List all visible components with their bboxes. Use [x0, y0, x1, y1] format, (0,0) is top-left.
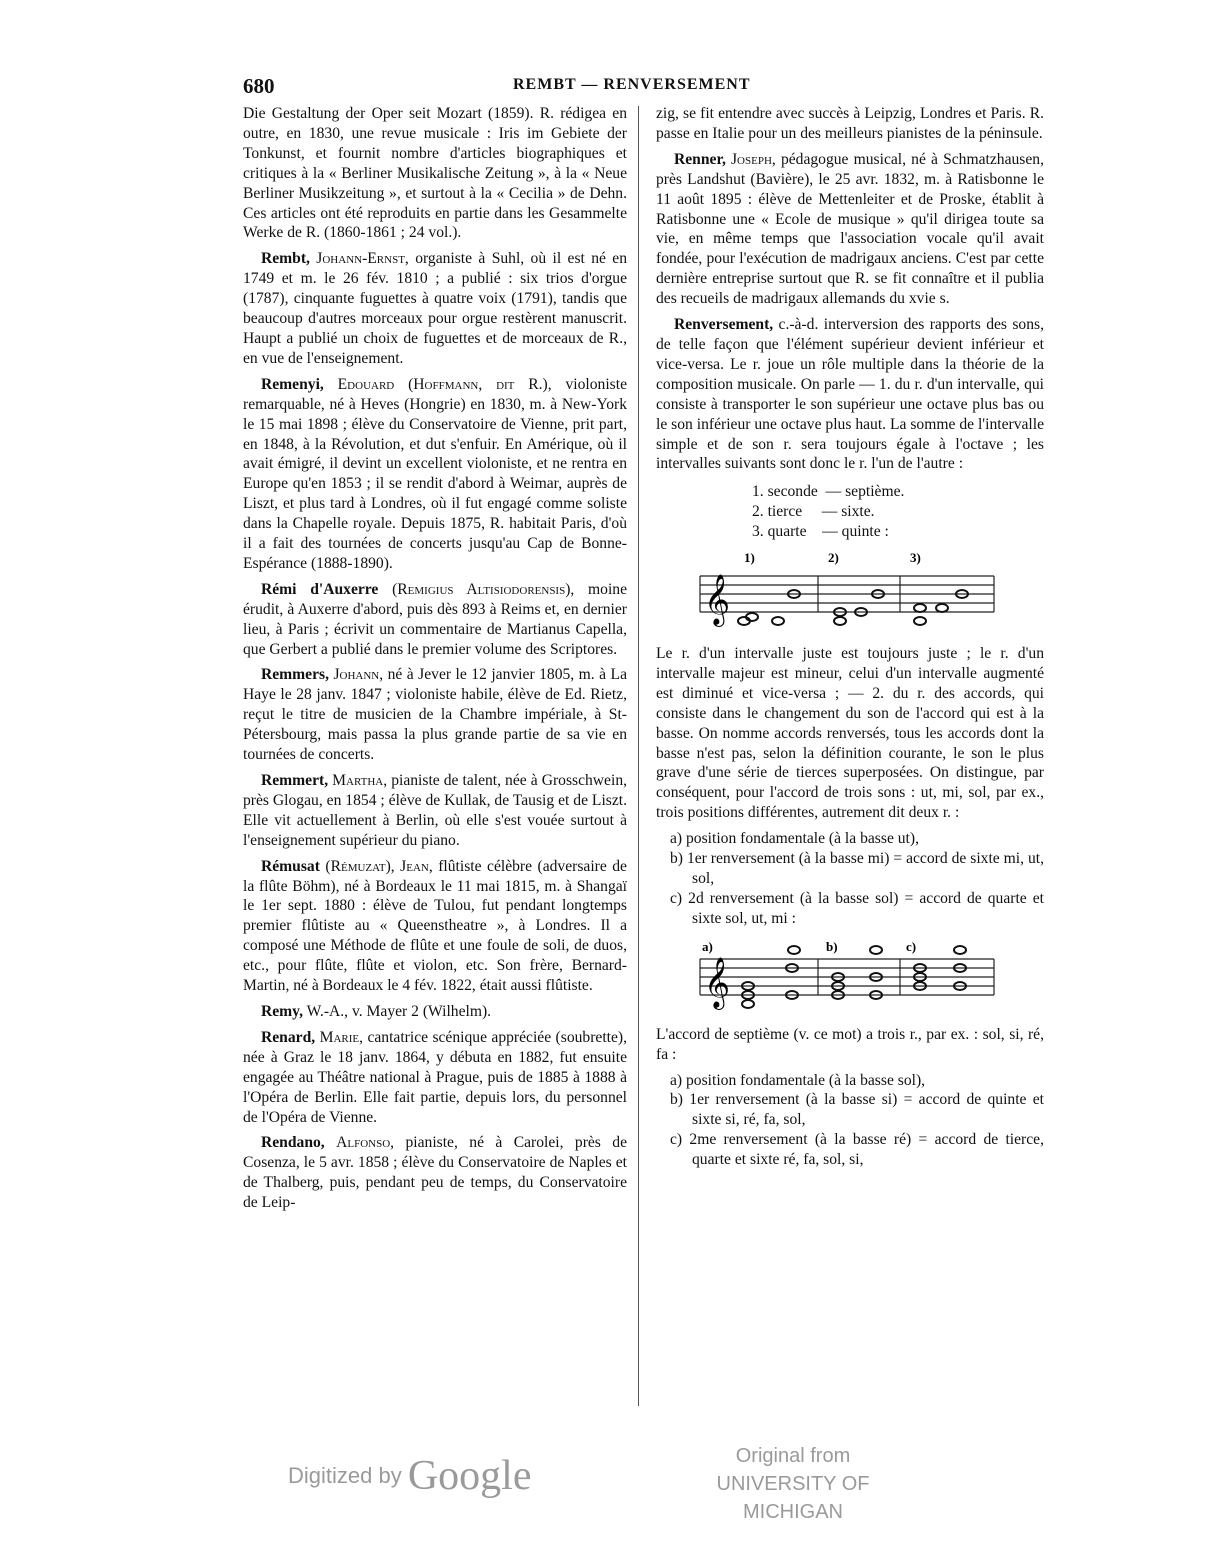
entry-name: Edouard (Hoffmann, dit R.), [337, 375, 552, 393]
entry-name: Joseph, [730, 150, 776, 168]
digitized-text: Digitized by [288, 1463, 402, 1488]
left-column [243, 104, 627, 1219]
staff-label: c) [906, 938, 917, 954]
entry-text: moine érudit, à Auxerre d'abord, puis dès 893 à Reims et, en dernier lieu, à Paris ; écrivit un commentaire de Martianus Capella, que Gerbert a publié dans le premier volume des Scriptores. [243, 580, 628, 658]
google-logo: Google [407, 1453, 532, 1499]
digitized-by-watermark [288, 1452, 532, 1500]
entry-text: W.-A., v. Mayer 2 (Wilhelm). [306, 1002, 492, 1020]
interval-item: 2. tierce — sixte. [752, 503, 875, 521]
original-from-watermark [668, 1442, 918, 1526]
paragraph: L'accord de septième (v. ce mot) a trois r., par ex. : sol, si, ré, fa : [656, 1025, 1044, 1063]
entry-name: Johann-Ernst, [316, 250, 409, 268]
list-item: a) position fondamentale (à la basse sol), [670, 1071, 926, 1089]
interval-item: 1. seconde — septième. [752, 483, 905, 501]
entry-renard [243, 1028, 627, 1128]
headword: Renversement, [674, 316, 774, 334]
list-item: a) position fondamentale (à la basse ut), [670, 830, 919, 848]
entry-text: pédagogue musical, né à Schmatzhausen, près Landshut (Bavière), le 25 avr. 1832, m. à Ratisbonne le 11 août 1895 : élève de Mettenleiter et de Proske, établit à Ratisbonne une « Ecole de musique » qu'il dirigea toute sa vie, en même temps que l'association vocale qu'il avait fondée, pour l'exécution de madrigaux anciens. C'est par cette dernière entreprise surtout que R. se fit connaître et il publia des recueils de madrigaux allemands du xvie s. [656, 150, 1044, 308]
list-item: b) 1er renversement (à la basse mi) = accord de sixte mi, ut, sol, [670, 850, 1044, 887]
staff-label: 3) [910, 550, 921, 566]
headword: Rémusat [261, 857, 320, 875]
entry-text: violoniste remarquable, né à Heves (Hongrie) en 1830, m. à New-York le 15 mai 1898 ; élève du Conservatoire de Vienne, prit part, en 1848, à la Révolution, et dut s'enfuir. En Amérique, où il avait émigré, il devint un excellent violoniste, et ne rentra en Europe qu'en 1853 ; il se rendit d'abord à Weimar, auprès de Liszt, et plus tard à Londres, où il fut engagé comme soliste dans la Chapelle royale. Depuis 1875, R. habitait Paris, d'où il a fait des tournées de concerts jusqu'au Cap de Bonne-Espérance (1888-1890). [243, 375, 628, 572]
chord-position-list [656, 829, 1044, 929]
staff-lines [700, 576, 994, 612]
staff-label: b) [826, 938, 838, 954]
entry-text: pianiste de talent, née à Grosschwein, près Glogau, en 1854 ; élève de Kullak, de Tausig et de Liszt. Elle vit actuellement à Berlin, où elle s'est vouée surtout à l'enseignement supérieur du piano. [243, 772, 628, 849]
entry-remi [243, 580, 627, 660]
entry-remusat [243, 857, 627, 996]
headword: Rendano, [261, 1134, 325, 1152]
entry-text: né à Jever le 12 janvier 1805, m. à La Haye le 28 janv. 1847 ; violoniste habile, élève de Ed. Rietz, reçut le titre de musicien de la Chambre impériale, à St-Pétersbourg, mais passa la plus grande partie de sa vie en tournées de concerts. [243, 666, 627, 764]
page-header [243, 74, 1043, 98]
entry-renner [656, 150, 1044, 309]
page-number: 680 [243, 74, 275, 98]
interval-list [752, 482, 1044, 542]
entry-name: Johann, [333, 666, 384, 684]
entry-name: Martha, [332, 772, 388, 789]
staff-label: 2) [828, 550, 839, 566]
entry-remenyi [243, 375, 627, 574]
entry-rendano [243, 1133, 627, 1213]
entry-name: (Rémuzat), Jean, [325, 857, 433, 875]
headword: Renner, [674, 150, 726, 168]
headword: Remenyi, [261, 375, 324, 393]
entry-remmert [243, 771, 627, 851]
entry-text: organiste à Suhl, où il est né en 1749 et m. le 26 fév. 1810 ; a publié : six trios d'orgue (1787), cinquante fuguettes à quatre voix (1791), tandis que beaucoup d'autres morceaux pour orgue restèrent manuscrit. Haupt a publié un choix de fuguettes et de morceaux de R., en vue de l'enseignement. [243, 250, 627, 367]
entry-name: (Remigius Altisiodorensis), [392, 580, 575, 598]
entry-text: cantatrice scénique appréciée (soubrette), née à Graz le 18 janv. 1864, y débuta en 1882, fut ensuite engagée au Théâtre national à Prague, puis de 1885 à 1888 à l'Opéra de Berlin. Elle fait partie, depuis lors, du personnel de l'Opéra de Vienne. [243, 1028, 627, 1126]
university-line: UNIVERSITY OF MICHIGAN [716, 1473, 870, 1523]
list-item: b) 1er renversement (à la basse si) = accord de quinte et sixte si, ré, fa, sol, [670, 1091, 1044, 1129]
entry-text: c.-à-d. interversion des rapports des sons, de telle façon que l'élément supérieur devient inférieur et vice-versa. Le r. joue un rôle multiple dans la théorie de la composition musicale. On parle — 1. du r. d'un intervalle, qui consiste à transporter le son supérieur une octave plus bas ou le son inférieur une octave plus haut. La somme de l'intervalle simple et de son r. sera toujours égale à l'octave ; les intervalles suivants sont donc le r. l'un de l'autre : [656, 316, 1044, 473]
staff-label: a) [702, 938, 713, 954]
entry-name: Alfonso, [336, 1134, 395, 1152]
list-item: c) 2me renversement (à la basse ré) = accord de tierce, quarte et sixte ré, fa, sol, si, [670, 1131, 1044, 1169]
paragraph: Le r. d'un intervalle juste est toujours juste ; le r. d'un intervalle majeur est mineur, celui d'un intervalle augmenté est diminué et vice-versa ; — 2. du r. des accords, qui consiste dans le changement du son de l'accord qui est à la basse. On nomme accords renversés, tous les accords dont la basse n'est pas, selon la définition courante, le son le plus grave d'une série de tierces superposées. On distingue, par conséquent, pour l'accord de trois sons : ut, mi, sol, par ex., trois positions différentes, autrement dit deux r. : [656, 645, 1044, 822]
treble-clef-icon: 𝄞 [704, 574, 731, 626]
headword: Remmers, [261, 666, 329, 684]
entry-text: pianiste, né à Carolei, près de Cosenza, le 5 avr. 1858 ; élève du Conservatoire de Naples et de Thalberg, puis, pendant peu de temps, du Conservatoire de Leip- [243, 1134, 627, 1212]
music-staff-chords [656, 935, 1044, 1015]
headword: Renard, [261, 1028, 316, 1046]
column-divider [638, 106, 639, 1406]
entry-remy [243, 1002, 627, 1022]
headword: Rémi d'Auxerre [261, 580, 379, 598]
headword: Rembt, [261, 250, 310, 268]
original-line: Original from [735, 1445, 851, 1467]
running-head: REMBT — RENVERSEMENT [513, 76, 751, 93]
paragraph: Die Gestaltung der Oper seit Mozart (1859). R. rédigea en outre, en 1830, une revue musicale : Iris im Gebiete der Tonkunst, et fournit nombre d'articles biographiques et critiques à la « Berliner Musikalische Zeitung », à la « Neue Berliner Musikzeitung », et surtout à la « Cecilia » de Dehn. Ces articles ont été reproduits en partie dans les Gesammelte Werke de R. (1860-1861 ; 24 vol.). [243, 105, 627, 242]
entry-remmers [243, 665, 627, 765]
seventh-chord-list [656, 1071, 1044, 1171]
staff-label: 1) [744, 550, 755, 566]
paragraph: zig, se fit entendre avec succès à Leipzig, Londres et Paris. R. passe en Italie pour un des meilleurs pianistes de la péninsule. [656, 105, 1044, 142]
headword: Remy, [261, 1002, 304, 1020]
entry-text: flûtiste célèbre (adversaire de la flûte Böhm), né à Bordeaux le 11 mai 1815, m. à Shangaï le 1er sept. 1880 : élève de Tulou, fut pendant longtemps premier flûtiste au « Queenstheatre », à Londres. Il a composé une Méthode de flûte et une foule de soli, de duos, etc., pour flûte, flûte et violon, etc. Son frère, Bernard-Martin, né à Bordeaux le 4 fév. 1822, était aussi flûtiste. [243, 857, 627, 995]
list-item: c) 2d renversement (à la basse sol) = accord de quarte et sixte sol, ut, mi : [670, 889, 1044, 927]
entry-renversement [656, 315, 1044, 474]
entry-rembt [243, 249, 627, 368]
whole-notes [738, 590, 968, 625]
treble-clef-icon: 𝄞 [704, 956, 731, 1008]
right-column [656, 104, 1044, 1176]
music-staff-intervals [656, 548, 1044, 634]
interval-item: 3. quarte — quinte : [752, 523, 889, 541]
entry-name: Marie, [319, 1028, 364, 1046]
headword: Remmert, [261, 772, 329, 789]
